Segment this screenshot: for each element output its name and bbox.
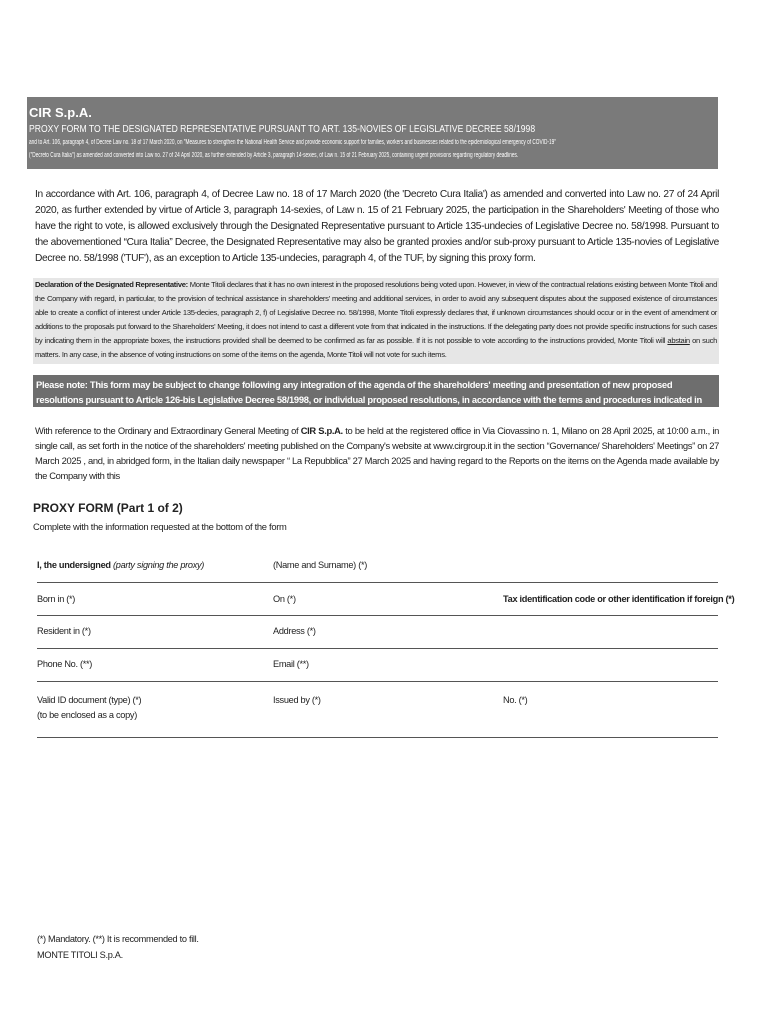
declaration-abstain: abstain bbox=[667, 336, 690, 345]
enclosed-note: (to be enclosed as a copy) bbox=[37, 710, 137, 720]
form-header-banner bbox=[27, 97, 718, 169]
proxy-form-subtitle: Complete with the information requested at the bottom of the form bbox=[33, 521, 287, 532]
row-divider bbox=[37, 648, 718, 649]
declaration-box bbox=[33, 278, 719, 364]
footer-company: MONTE TITOLI S.p.A. bbox=[37, 950, 123, 960]
undersigned-label bbox=[37, 558, 204, 572]
declaration-text: Monte Titoli declares that it has no own interest in the proposed resolutions being voted upon. However, in view of the contractual relations existing between Monte Titoli and the Company with regard, in particular, to the provision of technical assistance in shareholders' meeting and additional services, in order to avoid any subsequent disputes about the supposed existence of circumstances able to create a conflict of interest under Article 135-decies, paragraph 2, f) of Legislative Decree no. 58/1998, Monte Titoli expressly declares that, if unknown circumstances should occur or in the event of amendment or additions to the proposals put forward to the Shareholders' Meeting, it does not intend to cast a different vote from that indicated in the instructions. If the delegating party does not provide specific instructions for such cases by indicating them in the appropriate boxes, the instructions provided shall be deemed to be confirmed as far as possible. If it is not possible to vote according to the instructions provided, Monte Titoli will bbox=[35, 280, 718, 345]
tax-id-field[interactable]: Tax identification code or other identification if foreign (*) bbox=[503, 594, 735, 604]
row-divider bbox=[37, 737, 718, 738]
company-name: CIR S.p.A. bbox=[29, 105, 92, 120]
born-on-field[interactable]: On (*) bbox=[273, 594, 296, 604]
proxy-form-title: PROXY FORM (Part 1 of 2) bbox=[33, 501, 183, 515]
name-surname-field[interactable]: (Name and Surname) (*) bbox=[273, 560, 367, 570]
email-field[interactable]: Email (**) bbox=[273, 659, 309, 669]
intro-paragraph: In accordance with Art. 106, paragraph 4, of Decree Law no. 18 of 17 March 2020 (the 'Decreto Cura Italia') as amended and converted into Law no. 27 of 24 April 2020, as further extended by virtue of Article 3, paragraph 14-sexies, of Law n. 15 of 21 February 2025, the participation in the Shareholders' Meeting of those who have the right to vote, is allowed exclusively through the Designated Representative pursuant to Article 135-undecies of Legislative Decree no. 58/1998. Pursuant to the abovementioned “Cura Italia” Decree, the Designated Representative may also be granted proxies and/or sub-proxy pursuant to Article 135-novies of Legislative Decree no. 58/1998 ('TUF'), as an exception to Article 135-undecies, paragraph 4, of the TUF, by signing this proxy form. bbox=[35, 189, 719, 264]
undersigned-italic: (party signing the proxy) bbox=[113, 560, 205, 570]
row-divider bbox=[37, 681, 718, 682]
mandatory-footnote: (*) Mandatory. (**) It is recommended to fill. bbox=[37, 934, 199, 944]
please-note-box: Please note: This form may be subject to change following any integration of the agenda of the shareholders' meeting and presentation of new proposed resolutions pursuant to Article 126-bis Legislative Decree 58/1998, or individual proposed resolutions, in accordance with the terms and procedures indicated in the Notice of Call. bbox=[33, 375, 719, 407]
phone-field[interactable]: Phone No. (**) bbox=[37, 659, 93, 669]
undersigned-bold: I, the undersigned bbox=[37, 560, 111, 570]
document-number-field[interactable]: No. (*) bbox=[503, 695, 528, 705]
declaration-tail: on such matters. In any case, in the absence of voting instructions on some of the items on the agenda, Monte Titoli will not vote for such items. bbox=[35, 336, 718, 359]
declaration-heading: Declaration of the Designated Representative: bbox=[35, 280, 188, 289]
row-divider bbox=[37, 582, 718, 583]
born-in-field[interactable]: Born in (*) bbox=[37, 594, 76, 604]
address-field[interactable]: Address (*) bbox=[273, 626, 316, 636]
reference-before: With reference to the Ordinary and Extraordinary General Meeting of bbox=[35, 425, 299, 436]
header-subtitle-1: and to Art. 106, paragraph 4, of Decree Law no. 18 of 17 March 2020, on "Measures to strengthen the National Health Service and provide economic support for families, workers and businesses related to the epidemiological emergency of COVID-19" bbox=[29, 139, 557, 146]
header-subtitle-2: ("Decreto Cura Italia") as amended and converted into Law no. 27 of 24 April 2020, as further extended by Article 3, paragraph 14-sexies, of Law n. 15 of 21 February 2025, containing urgent provisions regarding regulatory deadlines. bbox=[29, 152, 519, 159]
valid-id-field[interactable]: Valid ID document (type) (*) bbox=[37, 695, 142, 705]
issued-by-field[interactable]: Issued by (*) bbox=[273, 695, 321, 705]
header-title: PROXY FORM TO THE DESIGNATED REPRESENTATIVE PURSUANT TO ART. 135-NOVIES OF LEGISLATIVE DECREE 58/1998 bbox=[29, 124, 536, 135]
reference-paragraph bbox=[35, 423, 719, 483]
row-divider bbox=[37, 615, 718, 616]
reference-after: to be held at the registered office in Via Ciovassino n. 1, Milano on 28 April 2025, at 10:00 a.m., in single call, as set forth in the notice of the shareholders' meeting published on the Company's website at www.cirgroup.it in the section “Governance/ Shareholders' Meetings” on 27 March 2025 , and, in abridged form, in the Italian daily newspaper “ La Repubblica” 27 March 2025 and having regard to the Reports on the items on the Agenda made available by the Company with this bbox=[35, 425, 719, 481]
resident-in-field[interactable]: Resident in (*) bbox=[37, 626, 91, 636]
reference-company: CIR S.p.A. bbox=[300, 425, 343, 436]
